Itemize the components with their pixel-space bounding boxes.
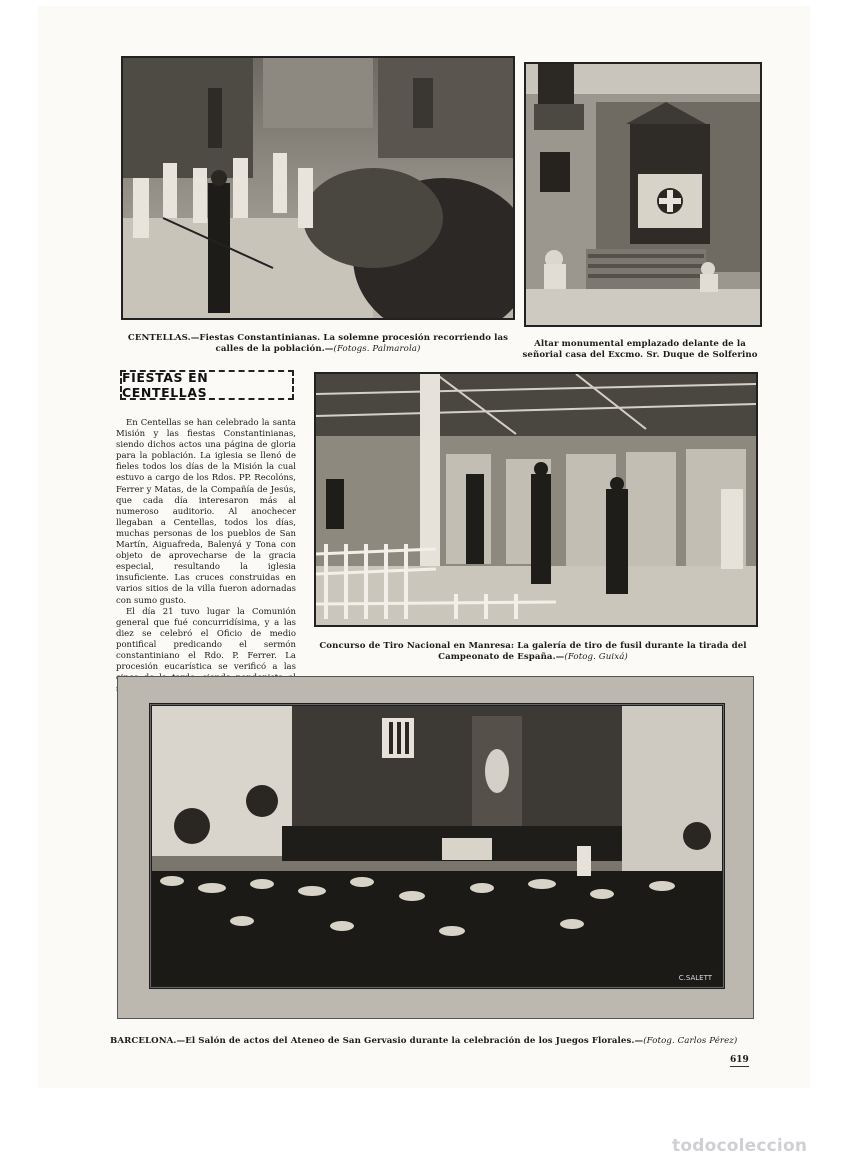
article-paragraph-1: En Centellas se han celebrado la santa Misión y las fiestas Constantinianas, siendo dichos actos una página de gloria para la población. La iglesia se llenó de fieles todos los días de la Misión la cual estuvo a cargo de los Rdos. PP. Recolóns, Ferrer y Matas, de la Compañía de Jesús, que cada día interesaron más al numeroso auditorio. Al anochecer llegaban a Centellas, todos los días, muchas personas de los pueblos de San Martín, Aiguafreda, Balenyá y Tona con objeto de aprovecharse de la gracia especial, resultando la iglesia insuficiente. Las cruces construidas en varios sitios de la villa fueron adornadas con sumo gusto.	[116, 418, 296, 606]
caption-shooting-gallery	[310, 641, 756, 662]
caption-procession	[124, 333, 512, 354]
caption-shooting-gallery-text: Concurso de Tiro Nacional en Manresa: La galería de tiro de fusil durante la tirada del Campeonato de España.—	[319, 641, 747, 662]
article-headline-box	[120, 370, 294, 400]
photo-frame-ateneo	[117, 676, 754, 1019]
article-headline: FIESTAS EN CENTELLAS	[122, 370, 209, 400]
photo-signature: C.SALETT	[678, 974, 712, 982]
photo-altar	[524, 62, 762, 327]
article-body	[116, 418, 296, 695]
caption-shooting-gallery-credit: (Fotog. Guixá)	[564, 651, 628, 662]
watermark: todocoleccion	[672, 1136, 808, 1156]
photo-procession	[121, 56, 515, 320]
caption-procession-text: CENTELLAS.—Fiestas Constantinianas. La solemne procesión recorriendo las calles de la población.—	[127, 333, 509, 354]
caption-altar	[522, 339, 758, 360]
article-paragraph-2: El día 21 tuvo lugar la Comunión general que fué concurridísima, y a las diez se celebró el Oficio de medio pontifical predicando el sermón constantiniano el Rdo. P. Ferrer. La procesión eucarística se verificó a las	[116, 606, 296, 673]
page-number: 619	[730, 1055, 749, 1065]
caption-ateneo-credit: (Fotog. Carlos Pérez)	[643, 1036, 738, 1046]
photo-shooting-gallery	[314, 372, 758, 627]
caption-altar-text: Altar monumental emplazado delante de la señorial casa del Excmo. Sr. Duque de Solferino	[522, 339, 758, 360]
caption-procession-credit: (Fotogs. Palmarola)	[333, 343, 421, 354]
caption-ateneo	[110, 1036, 750, 1047]
caption-ateneo-text: BARCELONA.—El Salón de actos del Ateneo de San Gervasio durante la celebración de los Juegos Florales.—	[110, 1036, 644, 1046]
photo-ateneo-hall	[149, 703, 725, 989]
